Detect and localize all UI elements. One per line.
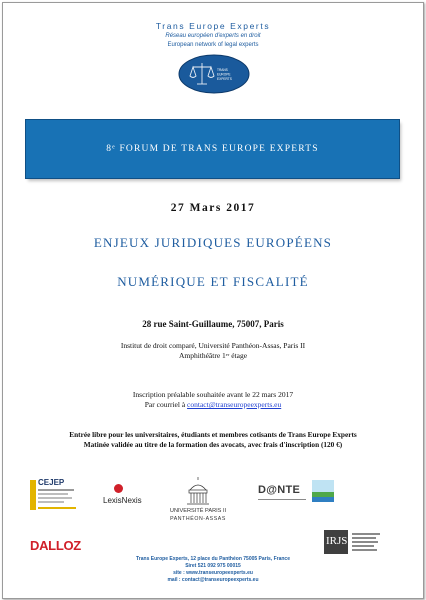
tagline-en: European network of legal experts — [167, 42, 259, 48]
pantheon-icon — [162, 476, 234, 508]
banner-title: 8ᵉ FORUM DE TRANS EUROPE EXPERTS — [106, 144, 319, 154]
registration-info — [0, 390, 426, 410]
footer — [0, 556, 426, 584]
footer-mail: mail : contact@transeuropeexperts.eu — [167, 577, 259, 583]
svg-text:EXPERTS: EXPERTS — [217, 77, 232, 81]
tagline-fr: Réseau européen d'experts en droit — [165, 33, 261, 39]
venue-room: Amphithéâtre 1ᵉʳ étage — [178, 351, 248, 360]
paris2-logo — [162, 476, 234, 524]
forum-banner — [26, 120, 399, 178]
university-name: UNIVERSITÉ PARIS II — [169, 508, 227, 514]
landscape-logo-icon — [312, 480, 334, 502]
cejep-logo — [30, 478, 80, 512]
university-sub: PANTHÉON-ASSAS — [170, 516, 226, 522]
dante-logo-text: D@NTE — [258, 484, 301, 496]
event-date: 27 Mars 2017 — [170, 202, 256, 214]
event-address: 28 rue Saint-Guillaume, 75007, Paris — [142, 319, 284, 329]
dalloz-logo-text: DALLOZ — [30, 538, 81, 553]
venue-info — [0, 341, 426, 361]
dante-logo — [258, 484, 310, 502]
footer-site: site : www.transeuropeexperts.eu — [173, 570, 253, 576]
cejep-logo-text: CEJEP — [38, 478, 65, 487]
scales-logo-icon — [178, 54, 250, 94]
contact-email-link[interactable]: contact@transeuropeexperts.eu — [187, 400, 282, 409]
entry-line1: Entrée libre pour les universitaires, étudiants et membres cotisants de Trans Europe Experts — [69, 430, 357, 439]
svg-text:EUROPE: EUROPE — [217, 72, 231, 77]
footer-siret: Siret 521 092 975 00015 — [185, 563, 241, 569]
footer-address: Trans Europe Experts, 12 place du Panthéon 75005 Paris, France — [136, 556, 290, 562]
svg-text:TRANS: TRANS — [217, 68, 228, 72]
lexisnexis-logo-text: LexisNexis — [103, 496, 142, 505]
org-name: Trans Europe Experts — [155, 21, 271, 31]
lexisnexis-icon — [114, 484, 123, 493]
irjs-logo — [324, 530, 382, 554]
irjs-logo-text: IRJS — [326, 535, 348, 547]
dalloz-logo — [30, 538, 81, 558]
registration-email-line — [0, 400, 426, 410]
email-prefix: Par courriel à — [144, 400, 186, 409]
event-title-line2: NUMÉRIQUE ET FISCALITÉ — [117, 274, 309, 289]
event-title-line1: ENJEUX JURIDIQUES EUROPÉENS — [93, 235, 333, 250]
entry-info — [0, 430, 426, 450]
registration-line: Inscription préalable souhaitée avant le 22 mars 2017 — [132, 390, 294, 399]
entry-line2: Matinée validée au titre de la formation des avocats, avec frais d'inscription (120 €) — [83, 440, 343, 449]
venue-institute: Institut de droit comparé, Université Panthéon-Assas, Paris II — [120, 341, 306, 350]
lexisnexis-logo — [103, 484, 163, 510]
